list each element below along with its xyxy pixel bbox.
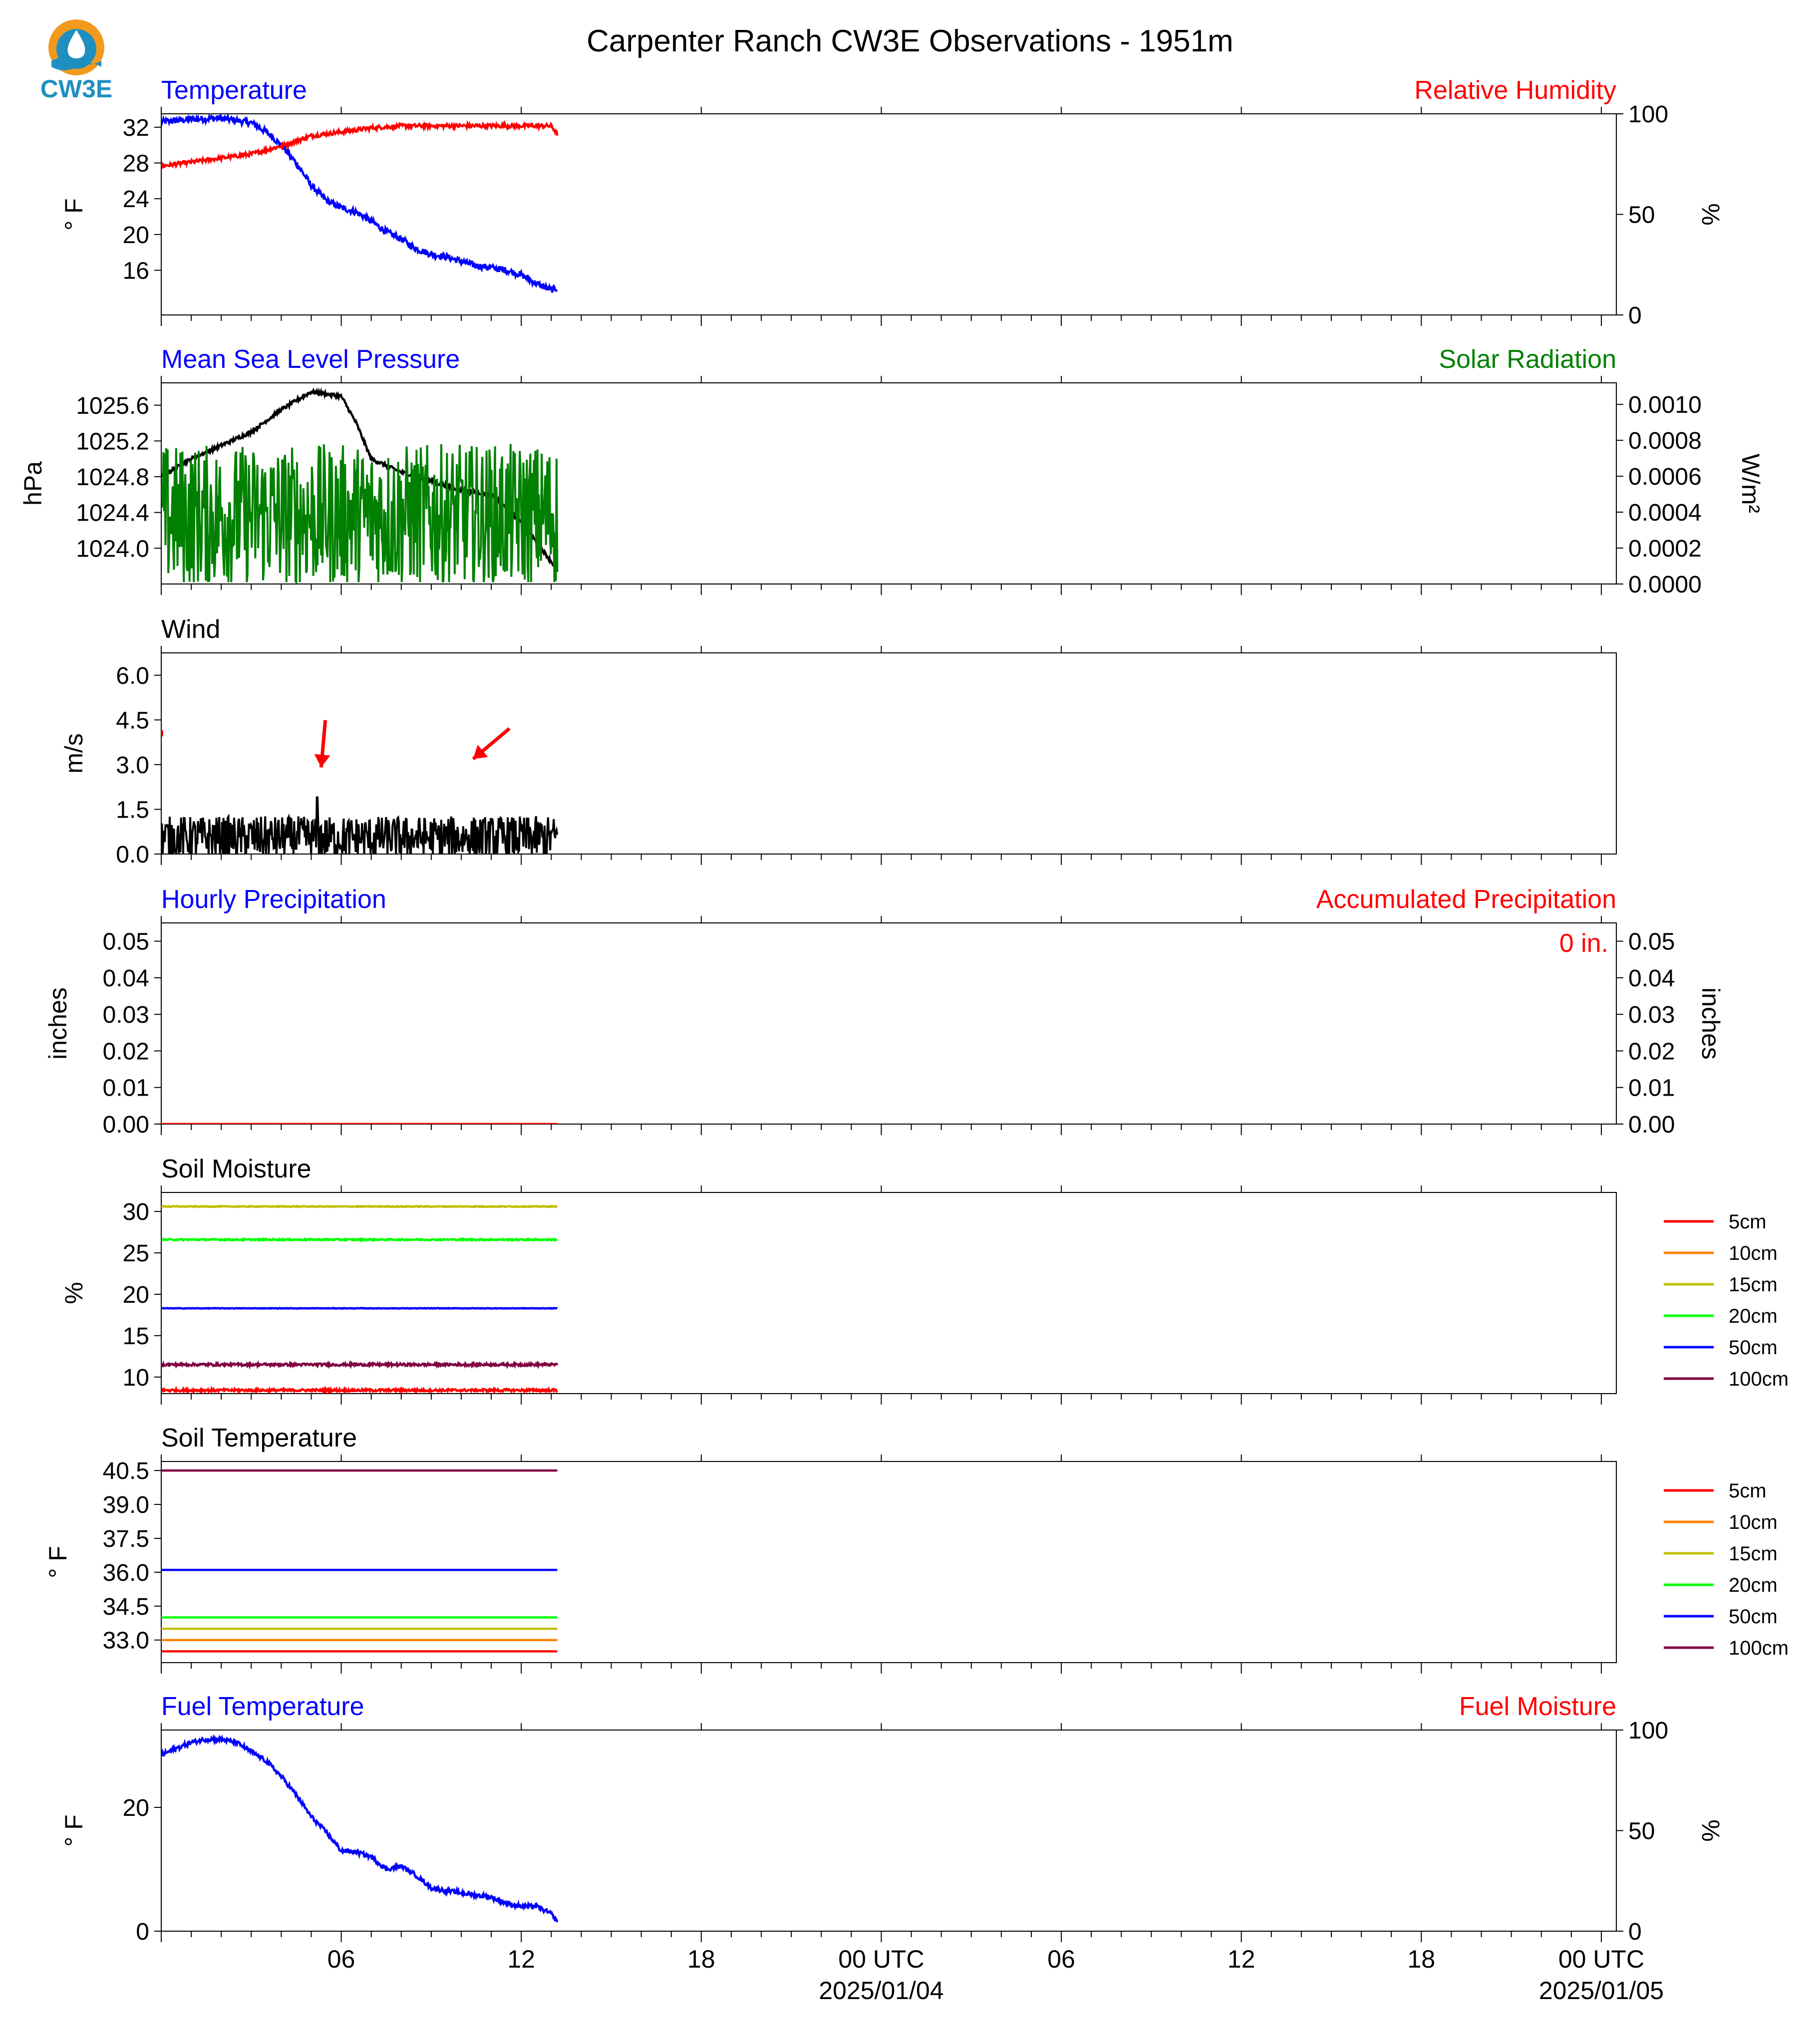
x-tick-label: 00 UTC [838, 1945, 924, 1973]
y-tick-label: 0.00 [102, 1112, 149, 1138]
legend-label: 50cm [1729, 1337, 1778, 1359]
panel-2 [19, 345, 1765, 598]
panel-title-left: Soil Moisture [161, 1155, 311, 1183]
legend-label: 15cm [1729, 1543, 1778, 1565]
panel-frame [161, 1730, 1616, 1931]
legend-label: 100cm [1729, 1637, 1789, 1659]
y-right-tick-label: 0 [1628, 1919, 1642, 1945]
y-tick-label: 32 [122, 114, 149, 141]
logo-text: CW3E [40, 75, 113, 103]
y-right-tick-label: 0.0000 [1628, 572, 1702, 598]
y-tick-label: 37.5 [102, 1525, 149, 1552]
y-tick-label: 16 [122, 258, 149, 285]
figure-title: Carpenter Ranch CW3E Observations - 1951m [587, 24, 1233, 58]
y-tick-label: 34.5 [102, 1593, 149, 1620]
y-tick-label: 1025.6 [76, 392, 149, 419]
legend-label: 15cm [1729, 1274, 1778, 1296]
y-tick-label: 0.05 [102, 928, 149, 955]
series-line-20cm [161, 1239, 557, 1240]
series-line-15cm [161, 1206, 557, 1207]
panel-title-right: Solar Radiation [1439, 345, 1616, 374]
y-right-axis-label: % [1697, 203, 1725, 226]
y-right-axis-label: % [1697, 1819, 1725, 1842]
y-tick-label: 28 [122, 150, 149, 177]
legend-label: 10cm [1729, 1242, 1778, 1264]
x-tick-label: 12 [1227, 1945, 1255, 1973]
panel-title-left: Fuel Temperature [161, 1692, 364, 1721]
y-tick-label: 15 [122, 1323, 149, 1350]
y-tick-label: 1024.4 [76, 500, 149, 527]
panel-title-left: Wind [161, 615, 221, 644]
y-tick-label: 1024.0 [76, 536, 149, 563]
y-right-tick-label: 0.0010 [1628, 392, 1702, 419]
y-tick-label: 0.03 [102, 1002, 149, 1029]
y-axis-label: inches [44, 987, 72, 1060]
y-right-tick-label: 0.0008 [1628, 428, 1702, 455]
y-tick-label: 10 [122, 1364, 149, 1391]
y-right-tick-label: 100 [1628, 1718, 1669, 1744]
y-tick-label: 4.5 [116, 707, 149, 734]
legend [1664, 1211, 1789, 1390]
y-tick-label: 36.0 [102, 1559, 149, 1586]
y-right-tick-label: 0 [1628, 302, 1642, 329]
cw3e-logo [40, 19, 112, 103]
y-axis-label: ° F [60, 198, 88, 231]
y-right-tick-label: 50 [1628, 202, 1655, 229]
y-tick-label: 1.5 [116, 797, 149, 824]
y-axis-label: ° F [44, 1546, 72, 1578]
legend-label: 20cm [1729, 1305, 1778, 1327]
y-right-tick-label: 0.01 [1628, 1075, 1675, 1102]
y-tick-label: 20 [122, 1281, 149, 1308]
legend-label: 5cm [1729, 1480, 1767, 1502]
y-right-axis-label: inches [1697, 987, 1725, 1060]
y-right-tick-label: 0.00 [1628, 1112, 1675, 1138]
series-line-50cm [161, 1308, 557, 1309]
y-tick-label: 24 [122, 186, 149, 213]
y-axis-label: hPa [19, 461, 47, 506]
y-axis-label: % [60, 1282, 88, 1304]
panel-title-right: Relative Humidity [1414, 76, 1616, 105]
y-tick-label: 0.01 [102, 1075, 149, 1102]
y-tick-label: 33.0 [102, 1627, 149, 1654]
wind-edge-mark [161, 730, 163, 736]
y-tick-label: 39.0 [102, 1492, 149, 1519]
y-tick-label: 0.0 [116, 842, 149, 868]
x-tick-label: 18 [1407, 1945, 1436, 1973]
x-tick-label: 18 [687, 1945, 715, 1973]
panel-title-right: Accumulated Precipitation [1316, 885, 1616, 914]
x-date-label: 2025/01/04 [819, 1977, 944, 2005]
x-tick-label: 06 [327, 1945, 355, 1973]
x-tick-label: 12 [507, 1945, 536, 1973]
x-date-label: 2025/01/05 [1538, 1977, 1664, 2005]
y-tick-label: 1024.8 [76, 464, 149, 491]
x-tick-label: 06 [1047, 1945, 1075, 1973]
legend-label: 50cm [1729, 1606, 1778, 1628]
panel-4 [44, 885, 1725, 1138]
y-right-tick-label: 0.0006 [1628, 464, 1702, 491]
y-right-tick-label: 0.0002 [1628, 536, 1702, 563]
x-tick-label: 00 UTC [1558, 1945, 1645, 1973]
panel-5 [60, 1155, 1789, 1405]
y-right-tick-label: 50 [1628, 1818, 1655, 1845]
accumulated-label: 0 in. [1559, 929, 1608, 958]
y-tick-label: 20 [122, 222, 149, 249]
y-axis-label: ° F [60, 1814, 88, 1847]
y-tick-label: 20 [122, 1795, 149, 1821]
panel-title-right: Fuel Moisture [1459, 1692, 1616, 1721]
y-axis-label: m/s [60, 733, 88, 774]
y-tick-label: 0.04 [102, 965, 149, 992]
y-right-tick-label: 100 [1628, 101, 1669, 128]
y-tick-label: 40.5 [102, 1458, 149, 1485]
y-tick-label: 3.0 [116, 752, 149, 779]
panel-title-left: Soil Temperature [161, 1424, 357, 1452]
y-tick-label: 25 [122, 1240, 149, 1267]
panel-title-left: Mean Sea Level Pressure [161, 345, 460, 374]
panel-frame [161, 1461, 1616, 1663]
y-right-tick-label: 0.0004 [1628, 500, 1702, 527]
legend-label: 100cm [1729, 1368, 1789, 1390]
y-right-tick-label: 0.05 [1628, 928, 1675, 955]
y-right-tick-label: 0.03 [1628, 1002, 1675, 1029]
time-axis [327, 1945, 1664, 2005]
legend-label: 5cm [1729, 1211, 1767, 1233]
panel-7 [60, 1692, 1725, 1945]
y-tick-label: 30 [122, 1199, 149, 1226]
panel-title-left: Hourly Precipitation [161, 885, 386, 914]
y-tick-label: 0 [136, 1919, 149, 1945]
legend-label: 10cm [1729, 1511, 1778, 1533]
panel-title-left: Temperature [161, 76, 307, 105]
y-right-axis-label: W/m² [1737, 453, 1765, 514]
panel-1 [60, 76, 1725, 329]
y-tick-label: 6.0 [116, 662, 149, 689]
panel-3 [60, 615, 1616, 868]
y-right-tick-label: 0.02 [1628, 1038, 1675, 1065]
panel-6 [44, 1424, 1789, 1674]
panels [19, 76, 1789, 1945]
panel-frame [161, 114, 1616, 315]
y-tick-label: 0.02 [102, 1038, 149, 1065]
legend [1664, 1480, 1789, 1659]
legend-label: 20cm [1729, 1574, 1778, 1596]
y-right-tick-label: 0.04 [1628, 965, 1675, 992]
y-tick-label: 1025.2 [76, 428, 149, 455]
panel-frame [161, 923, 1616, 1124]
